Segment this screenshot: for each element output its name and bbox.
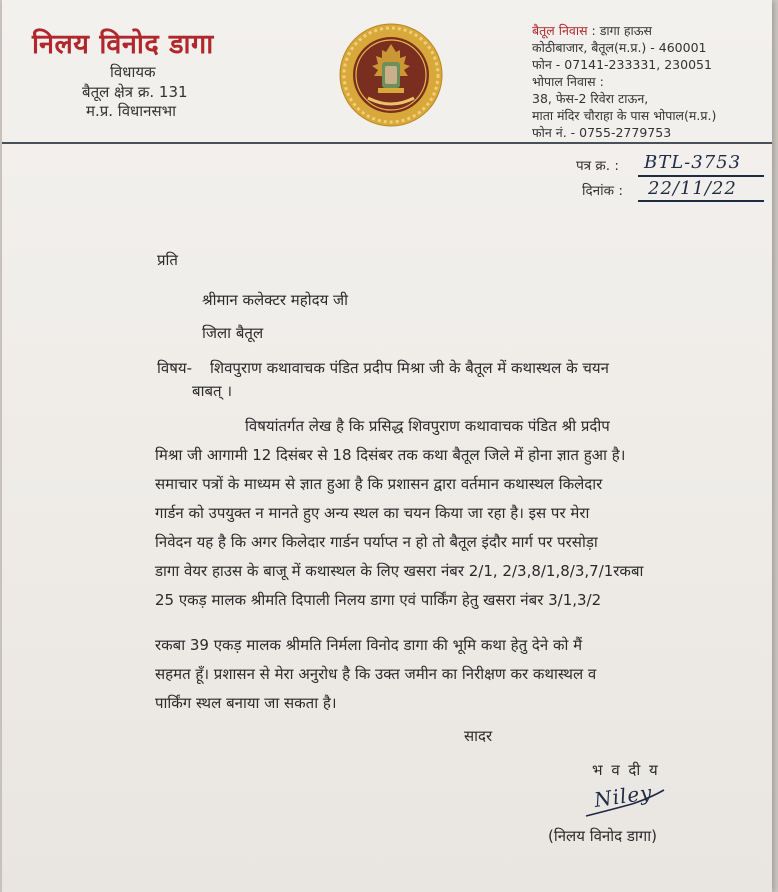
para1-line4: गार्डन को उपयुक्त न मानते हुए अन्य स्थल का चयन किया जा रहा है। इस पर मेरा (155, 504, 590, 522)
betul-phone: फोन - 07141-233331, 230051 (532, 57, 712, 72)
district: जिला बैतूल (202, 324, 264, 342)
para2-line1: रकबा 39 एकड़ मालक श्रीमति निर्मला विनोद डागा की भूमि कथा हेतु देने को मैं (155, 636, 583, 654)
letterhead-name: निलय विनोद डागा (32, 29, 214, 60)
para1-line6: डागा वेयर हाउस के बाजू में कथास्थल के लिए खसरा नंबर 2/1, 2/3,8/1,8/3,7/1रकबा (155, 562, 644, 580)
betul-address-line2: कोठीबाजार, बैतूल(म.प्र.) - 460001 (532, 40, 707, 55)
signature: Niley (592, 780, 654, 812)
letter-sheet (2, 0, 772, 892)
signatory-name: (निलय विनोद डागा) (548, 827, 657, 845)
para1-line1: विषयांतर्गत लेख है कि प्रसिद्ध शिवपुराण कथावाचक पंडित श्री प्रदीप (245, 417, 610, 435)
letter-no-label: पत्र क्र. : (576, 158, 619, 174)
designation: विधायक (110, 63, 156, 81)
letter-no-value: BTL-3753 (644, 152, 742, 173)
betul-address-line1: बैतूल निवास : डागा हाऊस (532, 23, 653, 38)
assembly: म.प्र. विधानसभा (86, 102, 177, 120)
recipient: श्रीमान कलेक्टर महोदय जी (202, 291, 349, 309)
para1-line7: 25 एकड़ मालक श्रीमति दिपाली निलय डागा एवं पार्किंग हेतु खसरा नंबर 3/1,3/2 (155, 591, 602, 609)
para2-line3: पार्किंग स्थल बनाया जा सकता है। (155, 694, 337, 712)
letter-no-underline (638, 175, 764, 177)
signature-stroke-icon (580, 780, 670, 824)
bhopal-residence-label: भोपाल निवास : (532, 74, 604, 89)
yours-faithfully: भ व दी य (592, 761, 660, 779)
para1-line3: समाचार पत्रों के माध्यम से ज्ञात हुआ है कि प्रशासन द्वारा वर्तमान कथास्थल किलेदार (155, 475, 603, 493)
letterhead-divider (2, 142, 772, 144)
date-underline (638, 200, 764, 202)
betul-residence-label: बैतूल निवास (532, 23, 588, 38)
para2-line2: सहमत हूँ। प्रशासन से मेरा अनुरोध है कि उक्त जमीन का निरीक्षण कर कथास्थल व (155, 665, 597, 683)
subject-line2: बाबत् । (192, 382, 233, 400)
constituency: बैतूल क्षेत्र क्र. 131 (82, 83, 188, 101)
date-label: दिनांक : (582, 183, 623, 199)
subject-line1: शिवपुराण कथावाचक पंडित प्रदीप मिश्रा जी के बैतूल में कथास्थल के चयन (210, 359, 609, 377)
regards: सादर (464, 727, 493, 745)
bhopal-phone: फोन नं. - 0755-2779753 (532, 125, 672, 140)
bhopal-address-line2: माता मंदिर चौराहा के पास भोपाल(म.प्र.) (532, 108, 717, 123)
date-value: 22/11/22 (648, 178, 737, 199)
subject-label: विषय- (157, 359, 193, 377)
para1-line5: निवेदन यह है कि अगर किलेदार गार्डन पर्याप्त न हो तो बैतूल इंदौर मार्ग पर परसोड़ा (155, 533, 598, 551)
bhopal-address-line1: 38, फेस-2 रिवेरा टाऊन, (532, 91, 649, 106)
to-label: प्रति (157, 251, 178, 269)
para1-line2: मिश्रा जी आगामी 12 दिसंबर से 18 दिसंबर तक कथा बैतूल जिले में होना ज्ञात हुआ है। (155, 446, 626, 464)
mp-state-emblem-icon (338, 22, 444, 128)
